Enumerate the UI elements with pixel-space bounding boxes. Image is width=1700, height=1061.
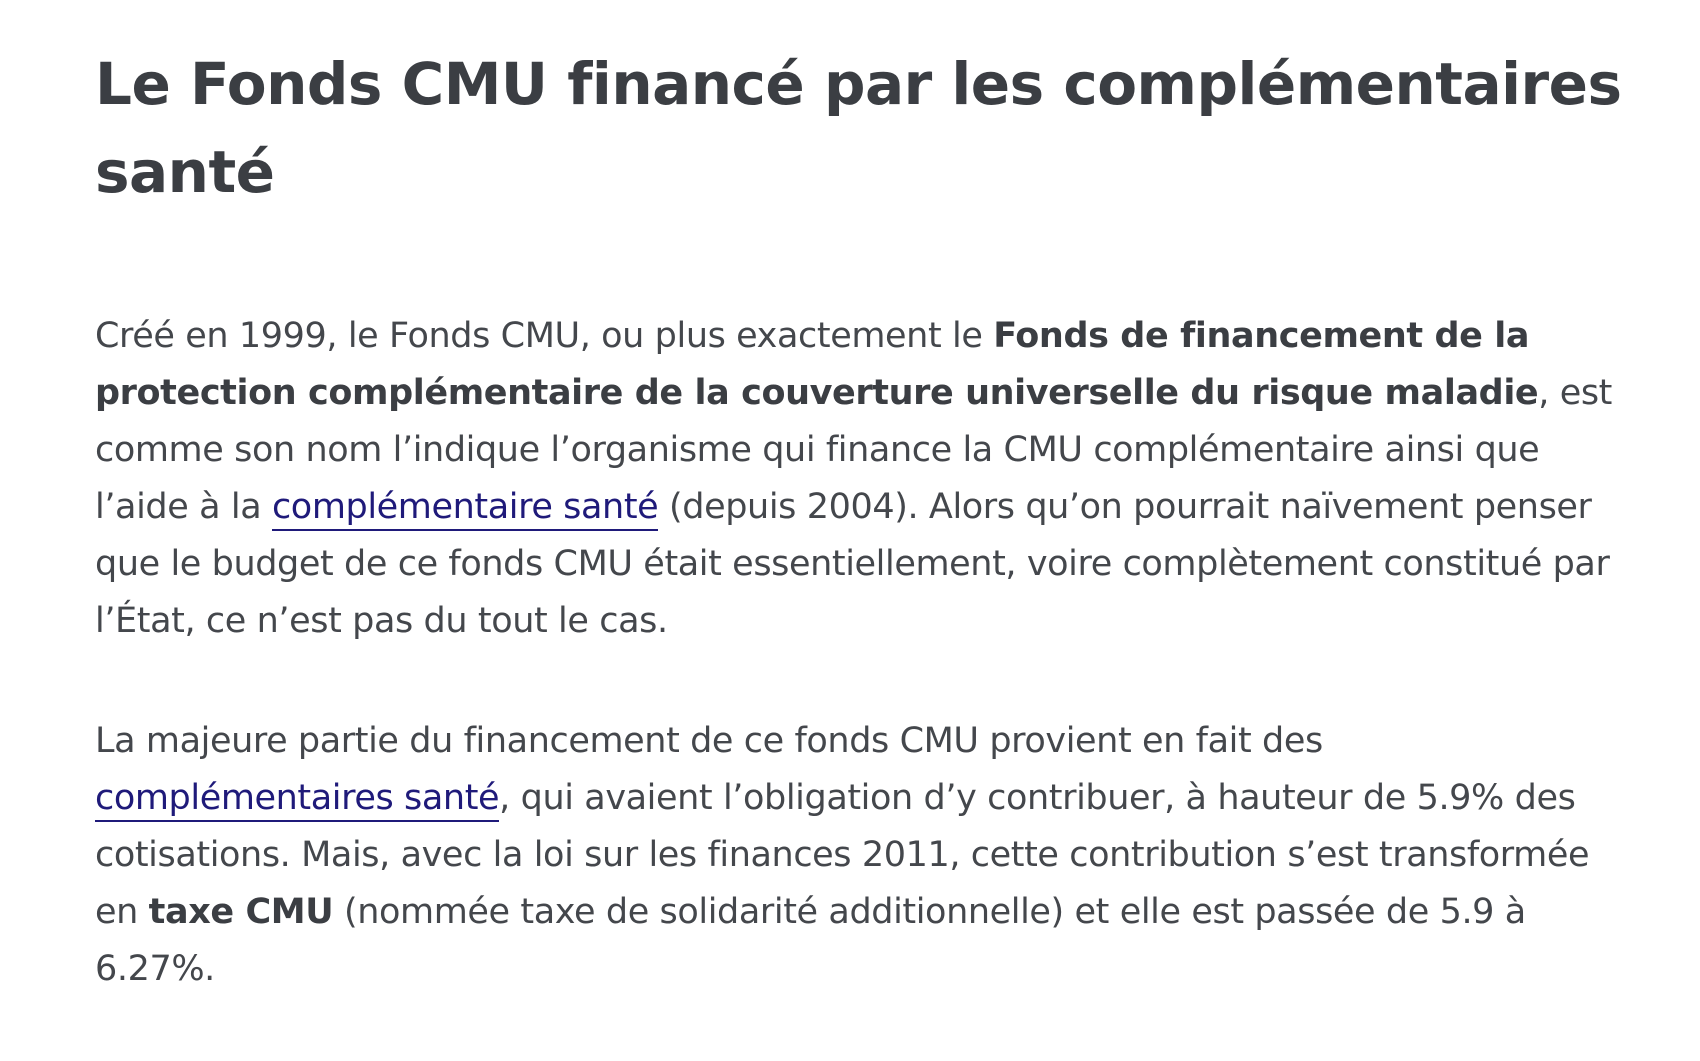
paragraph-intro bbox=[95, 308, 1625, 650]
paragraph-text: Créé en 1999, le Fonds CMU, ou plus exactement le bbox=[95, 316, 994, 356]
paragraph-text: La majeure partie du financement de ce fonds CMU provient en fait des bbox=[95, 721, 1323, 761]
link-complementaire-sante[interactable]: complémentaire santé bbox=[272, 487, 658, 531]
paragraph-text: , est comme son nom l’indique l’organisme qui finance la CMU complémentaire ainsi que l’aide à la bbox=[95, 373, 1613, 527]
paragraph-text: (depuis 2004). Alors qu’on pourrait naïvement penser que le budget de ce fonds CMU était essentiellement, voire complètement constitué par l’État, ce n’est pas du tout le cas. bbox=[95, 487, 1610, 641]
paragraph-financing bbox=[95, 713, 1625, 998]
fund-full-name: Fonds de financement de la protection complémentaire de la couverture universelle du risque maladie bbox=[95, 316, 1539, 413]
paragraph-text: , qui avaient l’obligation d’y contribuer, à hauteur de 5.9% des cotisations. Mais, avec la loi sur les finances 2011, cette contribution s’est transformée en bbox=[95, 778, 1590, 932]
taxe-cmu-term: taxe CMU bbox=[148, 892, 334, 932]
article bbox=[95, 40, 1625, 1061]
page-title: Le Fonds CMU financé par les complémentaires santé bbox=[95, 50, 1622, 206]
link-complementaires-sante[interactable]: complémentaires santé bbox=[95, 778, 499, 822]
paragraph-text: (nommée taxe de solidarité additionnelle) et elle est passée de 5.9 à 6.27%. bbox=[95, 892, 1526, 989]
